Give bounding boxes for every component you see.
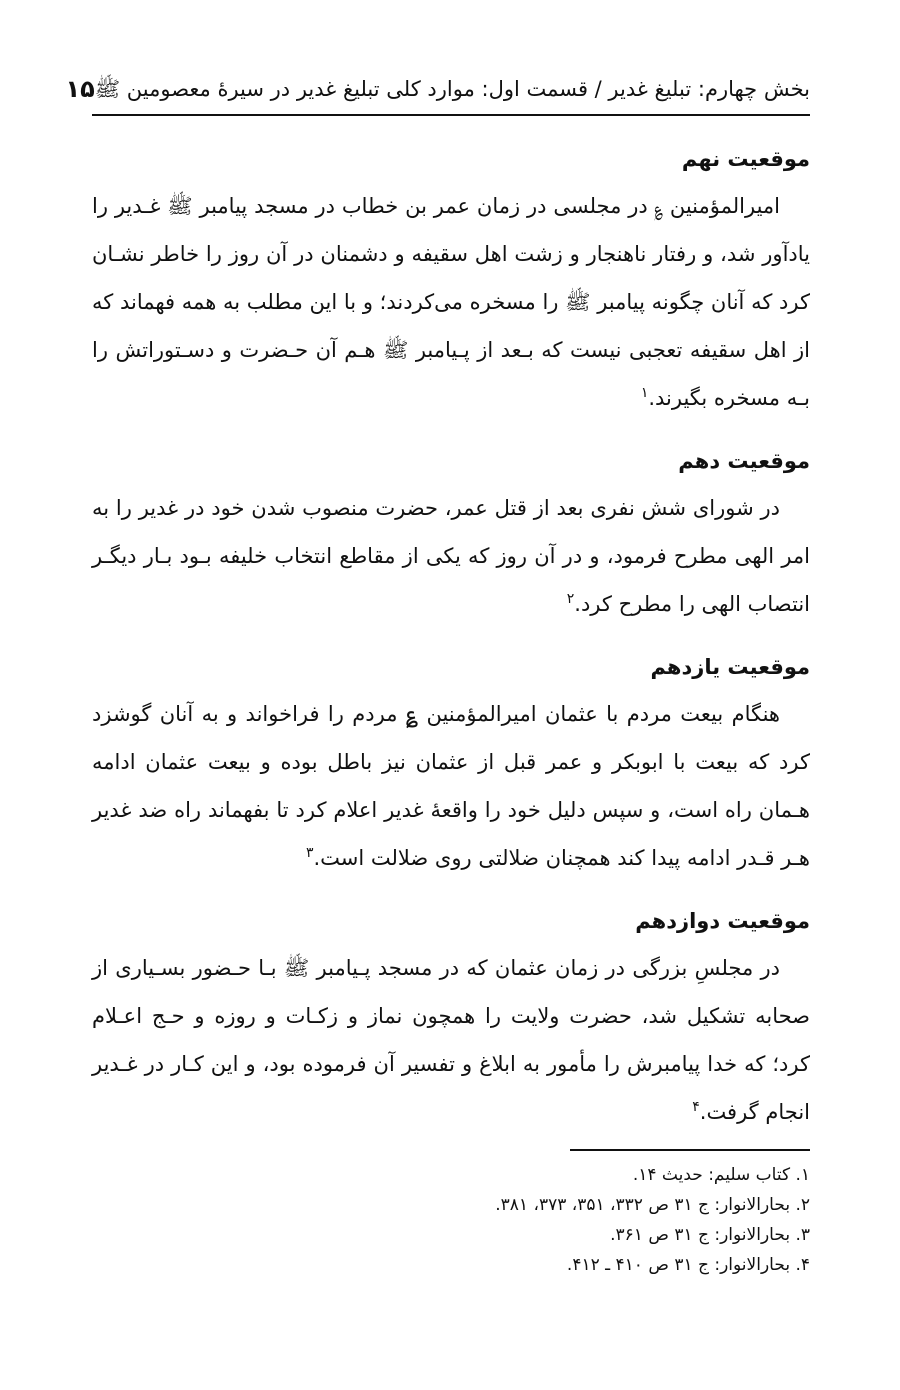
footnote-item: ۳. بحارالانوار: ج ۳۱ ص ۳۶۱. (610, 1225, 810, 1245)
footnote-divider (570, 1149, 810, 1151)
footnote-mark[interactable]: ۱ (640, 385, 649, 401)
footnotes (92, 1160, 810, 1280)
section-eleventh (92, 650, 810, 882)
section-ninth (92, 142, 810, 422)
section-paragraph (92, 484, 810, 628)
section-paragraph (92, 182, 810, 422)
section-title: موقعیت نهم (681, 147, 810, 171)
paragraph-text: در شورای شش نفری بعد از قتل عمر، حضرت منصوب شدن خود در غدیر را به امر الهی مطرح فرمود، و در آن روز که یکی از مقاطع انتخاب خلیفه بـود بـار دیگـر انتصاب الهی را مطرح کرد. (92, 496, 810, 616)
section-title: موقعیت دوازدهم (635, 909, 810, 933)
paragraph-text: هنگام بیعت مردم با عثمان امیرالمؤمنین ؏ مردم را فراخواند و به آنان گوشزد کرد که بیعت با ابوبکر و عمر قبل از عثمان نیز باطل بوده و بیعت عثمان ادامه هـمان راه است، و سپس دلیل خود را واقعۀ غدیر اعلام کرد تا بفهماند راه ضد غدیر هـر قـدر ادامه پیدا کند همچنان ضلالتی روی ضلالت است. (92, 702, 810, 870)
footnote-mark[interactable]: ۲ (566, 591, 575, 607)
section-title: موقعیت دهم (678, 449, 810, 473)
section-tenth (92, 444, 810, 628)
paragraph-text: در مجلسِ بزرگی در زمان عثمان که در مسجد پـیامبر ﷺ بـا حـضور بسـیاری از صحابه تشکیل شد، حضرت ولایت را همچون نماز و زکـات و روزه و حـج اعـلام کرد؛ که خدا پیامبرش را مأمور به ابلاغ و تفسیر آن فرموده بود، و این کـار در غـدیر انجام گرفت. (92, 956, 810, 1124)
running-header (65, 74, 810, 116)
paragraph-text: امیرالمؤمنین ؏ در مجلسی در زمان عمر بن خطاب در مسجد پیامبر ﷺ غـدیر را یادآور شد، و رفتار ناهنجار و زشت اهل سقیفه و دشمنان در آن روز را خاطر نشـان کرد که آنان چگونه پیامبر ﷺ را مسخره می‌کردند؛ و با این مطلب به همه فهماند که از اهل سقیفه تعجبی نیست که بـعد از پـیامبر ﷺ هـم آن حـضرت و دسـتوراتش را بـه مسخره بگیرند. (92, 194, 810, 410)
section-paragraph (92, 944, 810, 1136)
footnote-item: ۱. کتاب سلیم: حدیث ۱۴. (632, 1165, 810, 1185)
footnote-item: ۴. بحارالانوار: ج ۳۱ ص ۴۱۰ ـ ۴۱۲. (566, 1255, 810, 1275)
book-page (65, 0, 810, 1390)
section-title: موقعیت یازدهم (650, 655, 810, 679)
footnote-mark[interactable]: ۴ (692, 1099, 700, 1115)
footnote-item: ۲. بحارالانوار: ج ۳۱ ص ۳۳۲، ۳۵۱، ۳۷۳، ۳۸۱. (495, 1195, 810, 1215)
page-number: ۱۵ (65, 75, 95, 103)
section-paragraph (92, 690, 810, 882)
footnote-mark[interactable]: ۳ (305, 845, 314, 861)
page-content (92, 142, 810, 1158)
header-title: بخش چهارم: تبلیغ غدیر / قسمت اول: موارد کلی تبلیغ غدیر در سیرۀ معصومین ﷺ (94, 77, 810, 101)
section-twelfth (92, 904, 810, 1136)
